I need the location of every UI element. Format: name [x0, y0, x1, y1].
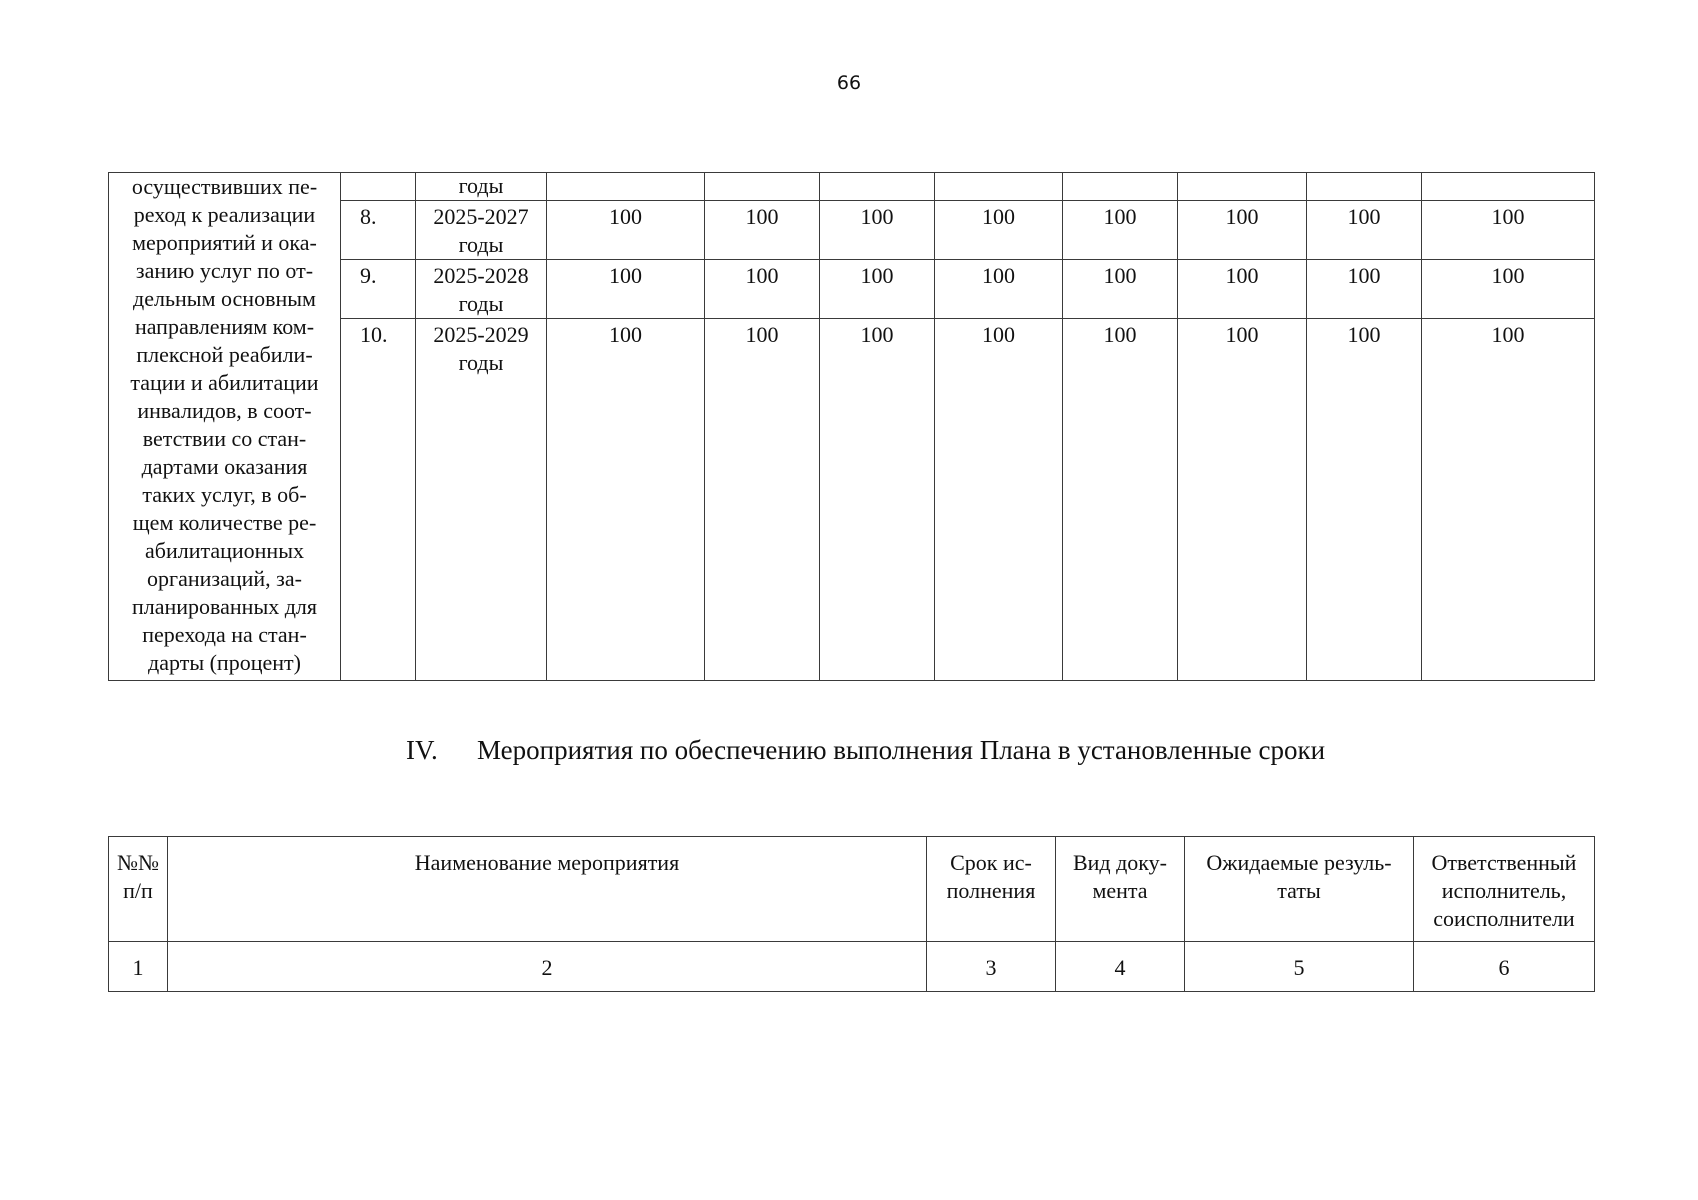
description-line: абилитационных [144, 538, 304, 563]
description-line: организаций, за- [147, 566, 302, 591]
column-number: 1 [109, 942, 168, 992]
value-cell: 100 [935, 260, 1063, 319]
page-number: 66 [836, 72, 862, 94]
description-line: занию услуг по от- [135, 258, 314, 283]
column-number-row [109, 942, 1595, 992]
value-cell: 100 [1307, 319, 1422, 681]
value-cell: 100 [1178, 260, 1307, 319]
table-header-row [109, 837, 1595, 942]
table-cell [1178, 173, 1307, 201]
table-cell [1063, 173, 1178, 201]
row-number: 9. [341, 260, 416, 319]
description-line: мероприятий и ока- [132, 230, 317, 255]
column-number: 6 [1414, 942, 1595, 992]
value-cell: 100 [820, 260, 935, 319]
table-cell [547, 173, 705, 201]
description-line: планированных для [131, 594, 318, 619]
indicator-description [109, 173, 341, 681]
header-document-type: Вид доку- мента [1056, 837, 1185, 942]
value-cell: 100 [1063, 201, 1178, 260]
measures-table [108, 836, 1595, 992]
section-heading [406, 735, 1325, 766]
section-title: Мероприятия по обеспечению выполнения Плана в установленные сроки [477, 735, 1326, 765]
value-cell: 100 [1422, 201, 1595, 260]
description-line: таких услуг, в об- [142, 482, 307, 507]
header-responsible: Ответственный исполнитель, соисполнители [1414, 837, 1595, 942]
value-cell: 100 [1422, 260, 1595, 319]
column-number: 4 [1056, 942, 1185, 992]
indicator-table [108, 172, 1595, 681]
header-measure-name: Наименование мероприятия [168, 837, 927, 942]
value-cell: 100 [820, 201, 935, 260]
description-line: реход к реализации [133, 202, 316, 227]
table-cell [1307, 173, 1422, 201]
description-line: дарты (процент) [148, 650, 301, 675]
description-line: ветствии со стан- [142, 426, 307, 451]
description-line: дартами оказания [141, 454, 308, 479]
value-cell: 100 [935, 319, 1063, 681]
value-cell: 100 [1063, 260, 1178, 319]
description-line: плексной реабили- [136, 342, 313, 367]
row-period: 2025-2027 годы [416, 201, 547, 260]
description-line: дельным основным [133, 286, 316, 311]
value-cell: 100 [705, 260, 820, 319]
value-cell: 100 [705, 319, 820, 681]
value-cell: 100 [1307, 201, 1422, 260]
row-number: 8. [341, 201, 416, 260]
value-cell: 100 [1422, 319, 1595, 681]
value-cell: 100 [935, 201, 1063, 260]
table-cell [341, 173, 416, 201]
header-expected-results: Ожидаемые резуль- таты [1185, 837, 1414, 942]
value-cell: 100 [547, 201, 705, 260]
value-cell: 100 [547, 260, 705, 319]
column-number: 5 [1185, 942, 1414, 992]
value-cell: 100 [1178, 319, 1307, 681]
value-cell: 100 [705, 201, 820, 260]
table-cell [705, 173, 820, 201]
description-line: направлениям ком- [134, 314, 315, 339]
description-line: инвалидов, в соот- [137, 398, 312, 423]
indicator-description-text [111, 173, 338, 677]
header-deadline: Срок ис- полнения [927, 837, 1056, 942]
description-line: осуществивших пе- [131, 174, 318, 199]
period-continuation: годы [416, 173, 547, 201]
description-line: щем количестве ре- [132, 510, 317, 535]
row-period: 2025-2028 годы [416, 260, 547, 319]
row-number: 10. [341, 319, 416, 681]
table-row [109, 173, 1595, 201]
column-number: 3 [927, 942, 1056, 992]
value-cell: 100 [1178, 201, 1307, 260]
section-number: IV. [406, 735, 438, 765]
table-cell [935, 173, 1063, 201]
value-cell: 100 [1307, 260, 1422, 319]
table-cell [1422, 173, 1595, 201]
header-number: №№ п/п [109, 837, 168, 942]
value-cell: 100 [1063, 319, 1178, 681]
description-line: тации и абилитации [130, 370, 319, 395]
column-number: 2 [168, 942, 927, 992]
row-period: 2025-2029 годы [416, 319, 547, 681]
description-line: перехода на стан- [142, 622, 307, 647]
value-cell: 100 [547, 319, 705, 681]
table-cell [820, 173, 935, 201]
value-cell: 100 [820, 319, 935, 681]
